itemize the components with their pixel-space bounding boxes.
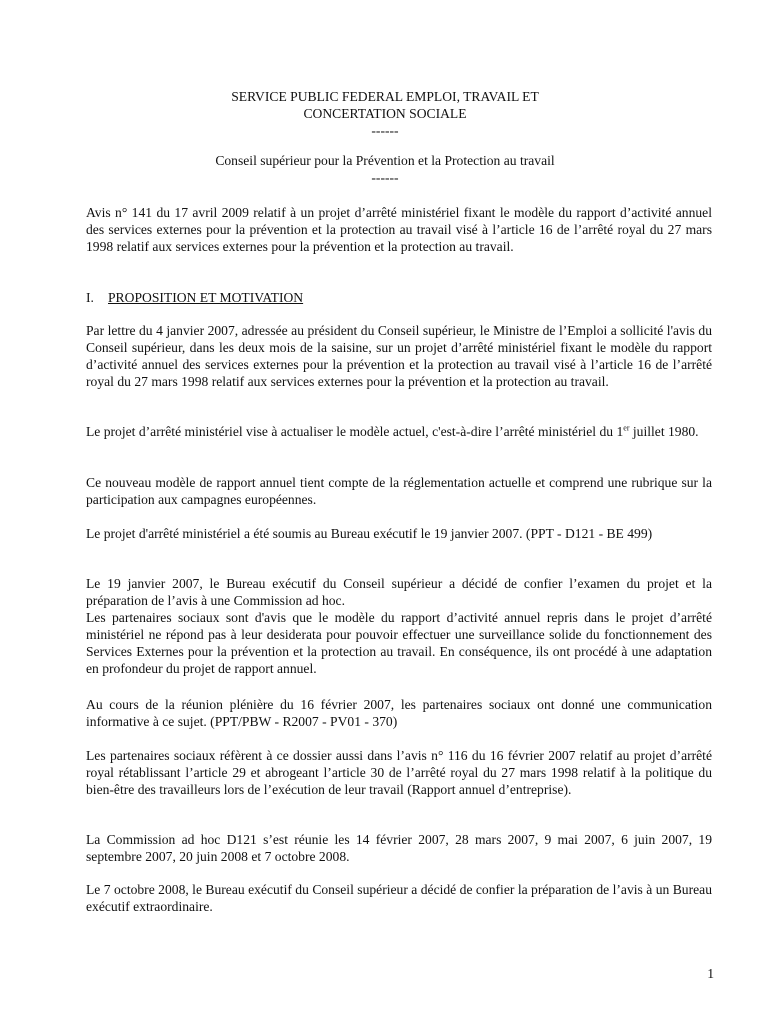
header-separator: ------: [371, 123, 399, 138]
paragraph-5: [86, 575, 712, 677]
paragraph-text: [86, 423, 712, 440]
paragraph-text-part: juillet 1980.: [629, 424, 699, 439]
section-heading: [86, 289, 303, 306]
page-number: 1: [707, 966, 714, 981]
section-title: PROPOSITION ET MOTIVATION: [108, 290, 304, 305]
paragraph-9: [86, 881, 712, 915]
ministry-header: [0, 88, 770, 139]
ministry-title-line-1: SERVICE PUBLIC FEDERAL EMPLOI, TRAVAIL ET: [231, 89, 539, 104]
paragraph-text: Le 7 octobre 2008, le Bureau exécutif du Conseil supérieur a décidé de confier la préparation de l’avis à un Bureau exécutif extraordinaire.: [86, 882, 712, 914]
paragraph-text: Au cours de la réunion plénière du 16 février 2007, les partenaires sociaux ont donné une communication informative à ce sujet. (PPT/PBW - R2007 - PV01 - 370): [86, 697, 712, 729]
section-number: I.: [86, 290, 94, 305]
paragraph-text: Les partenaires sociaux sont d'avis que le modèle du rapport d’activité annuel repris dans le projet d’arrêté ministériel ne répond pas à leur desiderata pour pouvoir effectuer une surveillance solide du fonctionnement des Services Externes pour la prévention et la protection au travail. En conséquence, ils ont procédé à une adaptation en profondeur du projet de rapport annuel.: [86, 610, 712, 676]
superscript-er: er: [623, 423, 630, 433]
council-header: [0, 152, 770, 186]
paragraph-7: [86, 747, 712, 798]
paragraph-6: [86, 696, 712, 730]
paragraph-text: Le 19 janvier 2007, le Bureau exécutif du Conseil supérieur a décidé de confier l’examen du projet et la préparation de l’avis à une Commission ad hoc.: [86, 576, 712, 608]
paragraph-8: [86, 831, 712, 865]
paragraph-text: Ce nouveau modèle de rapport annuel tient compte de la réglementation actuelle et comprend une rubrique sur la participation aux campagnes européennes.: [86, 475, 712, 507]
paragraph-1: [86, 322, 712, 390]
council-title: Conseil supérieur pour la Prévention et la Protection au travail: [215, 153, 555, 168]
paragraph-text: Le projet d'arrêté ministériel a été soumis au Bureau exécutif le 19 janvier 2007. (PPT - D121 - BE 499): [86, 526, 653, 541]
paragraph-2: [86, 423, 712, 440]
avis-title: [86, 204, 712, 255]
paragraph-4: [86, 525, 712, 542]
paragraph-3: [86, 474, 712, 508]
ministry-title-line-2: CONCERTATION SOCIALE: [303, 106, 467, 121]
council-separator: ------: [371, 170, 399, 185]
paragraph-text-part: Le projet d’arrêté ministériel vise à actualiser le modèle actuel, c'est-à-dire l’arrêté ministériel du 1: [86, 424, 624, 439]
paragraph-text: La Commission ad hoc D121 s’est réunie les 14 février 2007, 28 mars 2007, 9 mai 2007, 6 juin 2007, 19 septembre 2007, 20 juin 2008 et 7 octobre 2008.: [86, 832, 712, 864]
avis-title-text: Avis n° 141 du 17 avril 2009 relatif à un projet d’arrêté ministériel fixant le modèle du rapport d’activité annuel des services externes pour la prévention et la protection au travail visé à l’article 16 de l’arrêté royal du 27 mars 1998 relatif aux services externes pour la prévention et la protection au travail.: [86, 205, 712, 254]
paragraph-text: Les partenaires sociaux réfèrent à ce dossier aussi dans l’avis n° 116 du 16 février 2007 relatif au projet d’arrêté royal rétablissant l’article 29 et abrogeant l’article 30 de l’arrêté royal du 27 mars 1998 relatif à la politique du bien-être des travailleurs lors de l’exécution de leur travail (Rapport annuel d’entreprise).: [86, 748, 712, 797]
paragraph-text: Par lettre du 4 janvier 2007, adressée au président du Conseil supérieur, le Ministre de l’Emploi a sollicité l'avis du Conseil supérieur, dans les deux mois de la saisine, sur un projet d’arrêté ministériel fixant le modèle du rapport d’activité annuel des services externes pour la prévention et la protection au travail visé à l’article 16 de l’arrêté royal du 27 mars 1998 relatif aux services externes pour la prévention et la protection au travail.: [86, 323, 712, 389]
